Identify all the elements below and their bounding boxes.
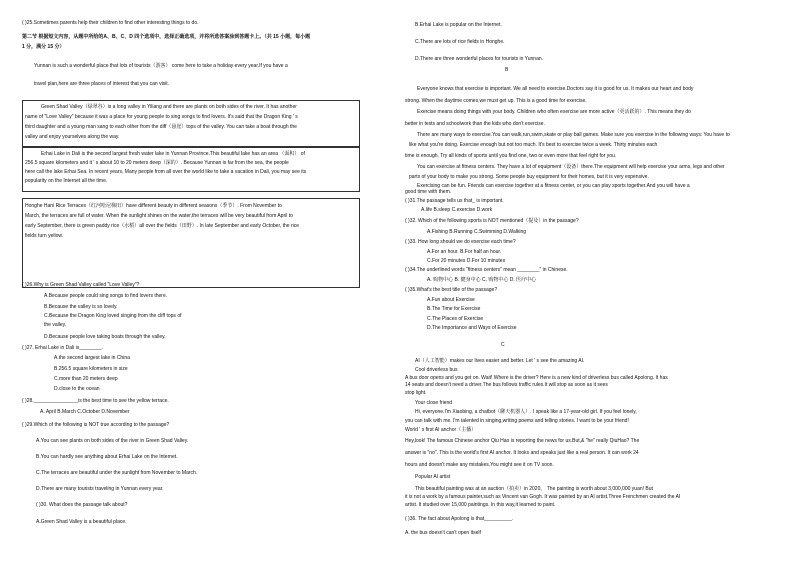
passage-c-line: This beautiful painting was at an auction（拍卖）in 2020。 The painting is worth about 3,000,000 yuan! But bbox=[415, 486, 653, 492]
box1-line: Green Shad Valley（绿翠谷）is a long valley in Yiliang and there are plants on both sides of the river. It has another bbox=[41, 104, 297, 110]
box2-line: 256.5 square kilometers and it ' s about 10 to 20 meters deep（深的）. Because Yunnan is far from the sea, the people bbox=[25, 160, 289, 166]
passage-c-line: you can talk with me. I'm talented in singing,writing poems and telling stories. I want to be your friend! bbox=[405, 418, 629, 424]
option: B.The Time for Exercise bbox=[427, 306, 481, 312]
section-header-line-1: 第二节 根据短文内容，从题中所给的A、B、C、D 四个选项中，选择正确选项，并将所选答案涂到答题卡上。（共 15 小题，每小题 bbox=[22, 34, 311, 40]
option: A.life B.sleep C.exercise D.work bbox=[421, 207, 493, 213]
option: D.The Importance and Ways of Exercise bbox=[427, 325, 517, 331]
question-29: ( )29.Which of the following is NOT true according to the passage? bbox=[22, 422, 170, 428]
passage-c-line: World ' s first AI anchor（主播） bbox=[405, 427, 477, 433]
passage-box-green-shad-valley bbox=[22, 100, 360, 148]
question-33: ( )33. How long should we do exercise each time? bbox=[405, 239, 516, 245]
intro-line-2: travel plan,here are three places of interest that you can visit. bbox=[34, 81, 170, 87]
option: D.Because people love taking boats through the valley. bbox=[44, 334, 166, 340]
option: D.close to the ocean bbox=[54, 386, 100, 392]
box3-line: Honghe Hani Rice Terraces（红河哈尼梯田）have different beauty in different seasons（季节）. From November to bbox=[25, 203, 282, 209]
box1-line: name of "Love Valley" because it was a place for young people to sing songs to find lovers. It's said that the Dragon King ' s bbox=[25, 114, 298, 120]
passage-b-line: better in tests and schoolwork than the kids who don't exercise. bbox=[405, 121, 545, 127]
option: A.Green Shad Valley is a beautiful place. bbox=[36, 519, 127, 525]
passage-b-line: You can exercise at fitness centers. They have a lot of equipment（设备）there.The equipment will help exercise your arms, legs and other bbox=[417, 164, 725, 170]
question-36: ( )36. The fact about Apolong is that__________. bbox=[405, 516, 514, 522]
passage-c-line: Popular AI artist bbox=[415, 474, 451, 480]
option: C.The terraces are beautiful under the sunlight from November to March. bbox=[36, 470, 198, 476]
question-32: ( )32. Which of the following sports is NOT mentioned（提及）in the passage? bbox=[405, 218, 579, 224]
passage-b-line: time is enough. Try all kinds of sports until you find one, two or even more that feel right for you. bbox=[405, 153, 617, 159]
section-header-line-2: 1 分，满分 15 分） bbox=[22, 44, 65, 50]
question-34: ( )34.The underlined words "fitness centers" mean ________" in Chinese. bbox=[405, 267, 568, 273]
box1-line: valley and enjoy yourselves along the way. bbox=[25, 134, 120, 140]
option: C.For 20 minutes D.For 10 minutes bbox=[427, 258, 506, 264]
option: A. April B.March C.October D.November bbox=[40, 409, 130, 415]
option: D.There are many tourists traveling in Yunnan every year. bbox=[36, 486, 164, 492]
option: B.You can hardly see anything about Erhai Lake on the Internet. bbox=[36, 454, 178, 460]
question-31: ( )31.The passage tells us that_ is important. bbox=[405, 198, 504, 204]
option: C.The Places of Exercise bbox=[427, 316, 484, 322]
option: B.Because the valley is so lovely. bbox=[44, 304, 118, 310]
passage-c-line: artist. It studied over 15,000 paintings. In this way,it learned to paint. bbox=[405, 502, 556, 508]
option: C.more than 20 meters deep bbox=[54, 376, 118, 382]
passage-c-line: Cool driverless bus bbox=[415, 367, 458, 373]
passage-b-line: Exercise means doing things with your body. Children who often exercise are more active（更活跃的）. This means they do bbox=[417, 109, 691, 115]
box3-line: March, the terraces are full of water. When the sunlight shines on the water,the terraces will be very beautiful from April to bbox=[25, 213, 293, 219]
option: D.There are three wonderful places for tourists in Yunnan. bbox=[415, 56, 544, 62]
box1-line: third daughter and a young man sang to each other from the diff（悬崖）tops of the valley. You can take a boat through the bbox=[25, 124, 297, 130]
passage-c-line: Hi, everyone.I'm Xiaobing, a chatbot（聊天机器人）. I speak like a 17-year-old girl. If you feel lonely, bbox=[415, 409, 637, 415]
passage-c-line: 14 seats and doesn't need a driver.The bus follows traffic rules.It will stop as soon as it sees bbox=[405, 382, 608, 388]
option: C.Because the Dragon King loved singing from the cliff tops of bbox=[44, 313, 182, 319]
passage-b-line: good time with them. bbox=[405, 189, 452, 195]
option: A.Because people could sing songs to find lovers there. bbox=[44, 293, 168, 299]
option: A.For an hour. B.For half an hour. bbox=[427, 249, 502, 255]
passage-c-line: hours and doesn't make any mistakes.You might see it on TV soon. bbox=[405, 462, 554, 468]
passage-box-erhai-lake bbox=[22, 146, 360, 192]
box2-line: Erhai Lake in Dali is the second largest fresh water lake in Yunnan Province.This beautiful lake has an area （面积） of bbox=[41, 151, 305, 157]
passage-b-line: Everyone knows that exercise is important. We all need to exercise.Doctors say it is good for us. It makes our heart and body bbox=[417, 86, 694, 92]
passage-c-line: stop light. bbox=[405, 390, 427, 396]
option: A. the bus doesn't can't open itself bbox=[405, 530, 481, 536]
question-28: ( )28.________________is the best time to see the yellow terrace. bbox=[22, 398, 169, 404]
option: A.the second largest lake in China bbox=[54, 355, 130, 361]
option: the valley. bbox=[44, 322, 67, 328]
passage-c-line: it is not a work by a famous painter,such as Vincent van Gogh. It was painted by an AI artist.Three Frenchmen created the AI bbox=[405, 494, 681, 500]
option: B.Erhai Lake is popular on the Internet. bbox=[415, 22, 502, 28]
box2-line: here call the lake Erhai Sea. In recent years, Many people from all over the world like to take a vacation in Dali, you may see its bbox=[25, 169, 307, 175]
option: A.Fishing B.Running C.Swimming D.Walking bbox=[427, 229, 527, 235]
passage-label-b: B bbox=[505, 67, 509, 73]
question-27: ( )27. Erhai Lake in Dali is________. bbox=[22, 345, 103, 351]
box2-line: popularity on the Internet all the time. bbox=[25, 178, 108, 184]
question-35: ( )35.What's the best title of the passage? bbox=[405, 287, 498, 293]
option: B.256.5 square kilometers in size bbox=[54, 366, 128, 372]
passage-c-line: AI（人工智能）makes our lives easier and better. Let ' s see the amazing AI. bbox=[415, 358, 585, 364]
question-30: ( )30. What does the passage talk about? bbox=[36, 502, 128, 508]
passage-b-line: like what you're doing. Exercise enough but not too much. It's best to exercise twice a week. Thirty minutes each bbox=[409, 142, 658, 148]
passage-c-line: Hey,look! The famous Chinese anchor Qiu Hao is reporting the news for us.But,& "he" really QiuHao? The bbox=[405, 438, 640, 444]
passage-label-c: C bbox=[501, 342, 505, 348]
passage-b-line: strong. When the daytime comes,we must get up. This is a good time for exercise. bbox=[405, 98, 587, 104]
intro-line-1: Yunnan is such a wonderful place that lots of tourists（游客） come here to take a holiday every year.If you have a bbox=[34, 63, 288, 69]
passage-c-line: A bus door opens and you get on. Wait! Where is the driver? Here is a new kind of driverless bus called Apolong. It has bbox=[405, 375, 668, 381]
option: A.Fun about Exercise bbox=[427, 297, 475, 303]
option: A.You can see plants on both sides of the river in Green Shad Valley. bbox=[36, 438, 189, 444]
box3-line: early September, there is green paddy rice（水稻）all over the fields（田野）. In late September and early October, the rice bbox=[25, 223, 300, 229]
question-25: ( )25.Sometimes parents help their children to find other interesting things to do. bbox=[22, 20, 199, 26]
passage-b-line: There are many ways to exercise.You can walk,run,swim,skate or play ball games. Make sure you exercise in the following ways: You have to bbox=[417, 132, 730, 138]
passage-box-honghe-terraces bbox=[22, 198, 360, 288]
option: A. 购物中心 B. 健身中心 C. 购物中心 D. 医疗中心 bbox=[427, 277, 537, 283]
passage-b-line: Exercising can be fun. Friends can exercise together at a fitness center, or you can play sports together.And you will have a bbox=[417, 183, 690, 189]
passage-c-line: Your close friend bbox=[415, 400, 453, 406]
question-26: ( )26.Why is Green Shad Valley called "Love Valley"? bbox=[22, 282, 140, 288]
box3-line: fields turn yellow. bbox=[25, 233, 64, 239]
option: C.There are lots of rice fields in Honghe. bbox=[415, 39, 505, 45]
passage-b-line: parts of your body to make you strong. Some people buy equipment for their homes, but it is very expensive. bbox=[409, 174, 649, 180]
passage-c-line: answer is "no". This is the world's first AI anchor. It looks and speaks just like a real person. It can work 24 bbox=[405, 450, 639, 456]
